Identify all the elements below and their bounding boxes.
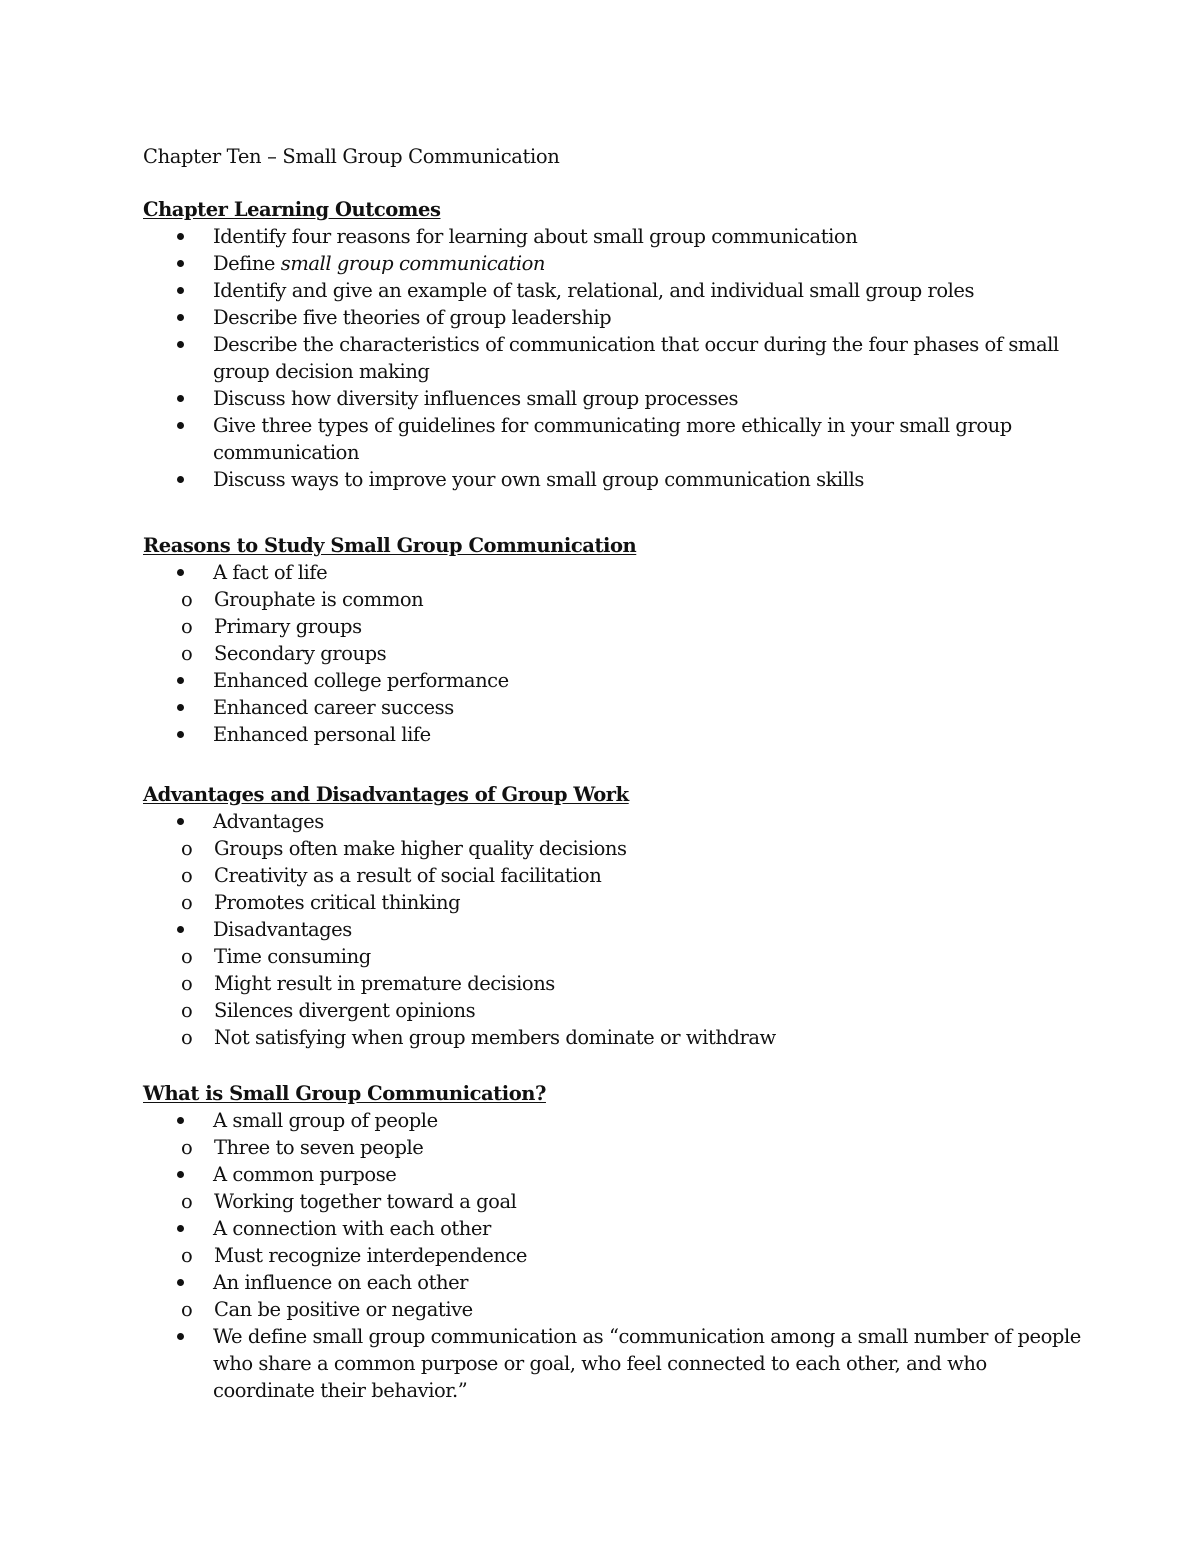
sub-list-item xyxy=(73,1188,1093,1215)
bullet-dot-icon xyxy=(177,422,184,429)
bullet-dot-icon xyxy=(177,704,184,711)
sub-list-item xyxy=(73,586,1093,613)
bullet-dot-icon xyxy=(177,287,184,294)
list-item xyxy=(143,1323,1093,1404)
bullet-circle-icon: o xyxy=(181,1298,193,1321)
sub-list-item xyxy=(73,1242,1093,1269)
list-item-text: Advantages xyxy=(213,810,324,833)
list-item xyxy=(143,808,1093,835)
list-item xyxy=(143,1269,1093,1296)
bullet-circle-icon: o xyxy=(181,999,193,1022)
bullet-dot-icon xyxy=(177,476,184,483)
sub-list-item-text: Time consuming xyxy=(214,945,371,968)
sub-list-item-text: Not satisfying when group members dominate or withdraw xyxy=(214,1026,776,1049)
bullet-dot-icon xyxy=(177,677,184,684)
list-item xyxy=(143,1161,1093,1188)
bullet-circle-icon: o xyxy=(181,837,193,860)
list-item-text: Describe five theories of group leadership xyxy=(213,306,612,329)
list-item-text: Disadvantages xyxy=(213,918,352,941)
sub-list-item xyxy=(73,997,1093,1024)
bullet-circle-icon: o xyxy=(181,588,193,611)
sub-list-item-text: Working together toward a goal xyxy=(214,1190,517,1213)
bullet-dot-icon xyxy=(177,818,184,825)
list-item-text: A fact of life xyxy=(213,561,328,584)
list-item-text: A common purpose xyxy=(213,1163,397,1186)
sub-list-item xyxy=(73,862,1093,889)
sub-list-item-text: Primary groups xyxy=(214,615,362,638)
bullet-dot-icon xyxy=(177,731,184,738)
sub-list-item-text: Might result in premature decisions xyxy=(214,972,555,995)
bullet-dot-icon xyxy=(177,395,184,402)
sub-list-item-text: Silences divergent opinions xyxy=(214,999,476,1022)
list-item-text: Give three types of guidelines for communicating more ethically in your small group communication xyxy=(213,414,1012,464)
bullet-dot-icon xyxy=(177,1171,184,1178)
list-item xyxy=(143,1107,1093,1134)
section-learning-outcomes xyxy=(143,196,1093,493)
sub-list-item xyxy=(73,835,1093,862)
section-reasons-to-study xyxy=(143,532,1093,748)
list-item xyxy=(143,694,1093,721)
bullet-circle-icon: o xyxy=(181,864,193,887)
list-item xyxy=(143,721,1093,748)
sub-list-item xyxy=(73,889,1093,916)
section-heading: Chapter Learning Outcomes xyxy=(143,198,441,221)
bullet-dot-icon xyxy=(177,1279,184,1286)
sub-list-item-text: Grouphate is common xyxy=(214,588,424,611)
bullet-circle-icon: o xyxy=(181,945,193,968)
list-item-text: Describe the characteristics of communication that occur during the four phases of small group decision making xyxy=(213,333,1059,383)
sub-list-item-text: Can be positive or negative xyxy=(214,1298,473,1321)
bullet-dot-icon xyxy=(177,233,184,240)
bullet-list xyxy=(143,559,1093,748)
list-item xyxy=(143,277,1093,304)
list-item-text: An influence on each other xyxy=(213,1271,469,1294)
bullet-dot-icon xyxy=(177,926,184,933)
sub-list-item xyxy=(73,1134,1093,1161)
bullet-circle-icon: o xyxy=(181,891,193,914)
list-item-text: Identify four reasons for learning about small group communication xyxy=(213,225,858,248)
bullet-dot-icon xyxy=(177,341,184,348)
bullet-circle-icon: o xyxy=(181,1026,193,1049)
sub-list-item-text: Three to seven people xyxy=(214,1136,424,1159)
sub-list-item xyxy=(73,1024,1093,1051)
sub-list-item xyxy=(73,943,1093,970)
list-item xyxy=(143,916,1093,943)
bullet-circle-icon: o xyxy=(181,1136,193,1159)
document-title: Chapter Ten – Small Group Communication xyxy=(143,145,560,168)
section-advantages-disadvantages xyxy=(143,781,1093,1051)
list-item-text: Identify and give an example of task, relational, and individual small group roles xyxy=(213,279,975,302)
bullet-dot-icon xyxy=(177,569,184,576)
sub-list-item-text: Groups often make higher quality decisions xyxy=(214,837,627,860)
sub-list-item-text: Secondary groups xyxy=(214,642,387,665)
list-item-text: We define small group communication as “communication among a small number of people who share a common purpose or goal, who feel connected to each other, and who coordinate their behavior.” xyxy=(213,1325,1081,1402)
list-item-text: Discuss how diversity influences small group processes xyxy=(213,387,739,410)
section-heading: What is Small Group Communication? xyxy=(143,1082,546,1105)
sub-list-item-text: Creativity as a result of social facilitation xyxy=(214,864,602,887)
list-item xyxy=(143,1215,1093,1242)
bullet-dot-icon xyxy=(177,1225,184,1232)
list-item xyxy=(143,223,1093,250)
bullet-dot-icon xyxy=(177,314,184,321)
list-item-text: Define xyxy=(213,252,281,275)
list-item xyxy=(143,250,1093,277)
bullet-circle-icon: o xyxy=(181,642,193,665)
bullet-circle-icon: o xyxy=(181,1244,193,1267)
list-item xyxy=(143,412,1093,466)
sub-list-item xyxy=(73,613,1093,640)
section-heading: Advantages and Disadvantages of Group Work xyxy=(143,783,629,806)
list-item-text: A connection with each other xyxy=(213,1217,491,1240)
sub-list-item-text: Must recognize interdependence xyxy=(214,1244,528,1267)
list-item-text: Enhanced career success xyxy=(213,696,454,719)
list-item-text: A small group of people xyxy=(213,1109,438,1132)
sub-list-item xyxy=(73,970,1093,997)
bullet-list xyxy=(143,223,1093,493)
bullet-circle-icon: o xyxy=(181,972,193,995)
list-item xyxy=(143,331,1093,385)
list-item-text: Enhanced college performance xyxy=(213,669,509,692)
bullet-list xyxy=(143,1107,1093,1404)
list-item-italic-text: small group communication xyxy=(280,252,546,275)
list-item xyxy=(143,559,1093,586)
list-item xyxy=(143,304,1093,331)
section-heading: Reasons to Study Small Group Communication xyxy=(143,534,637,557)
sub-list-item xyxy=(73,1296,1093,1323)
bullet-dot-icon xyxy=(177,1117,184,1124)
sub-list-item-text: Promotes critical thinking xyxy=(214,891,461,914)
list-item xyxy=(143,385,1093,412)
bullet-dot-icon xyxy=(177,1333,184,1340)
list-item-text: Enhanced personal life xyxy=(213,723,431,746)
bullet-list xyxy=(143,808,1093,1051)
sub-list-item xyxy=(73,640,1093,667)
bullet-circle-icon: o xyxy=(181,1190,193,1213)
section-what-is-small-group xyxy=(143,1080,1093,1404)
list-item xyxy=(143,667,1093,694)
list-item xyxy=(143,466,1093,493)
list-item-text: Discuss ways to improve your own small group communication skills xyxy=(213,468,864,491)
bullet-circle-icon: o xyxy=(181,615,193,638)
bullet-dot-icon xyxy=(177,260,184,267)
